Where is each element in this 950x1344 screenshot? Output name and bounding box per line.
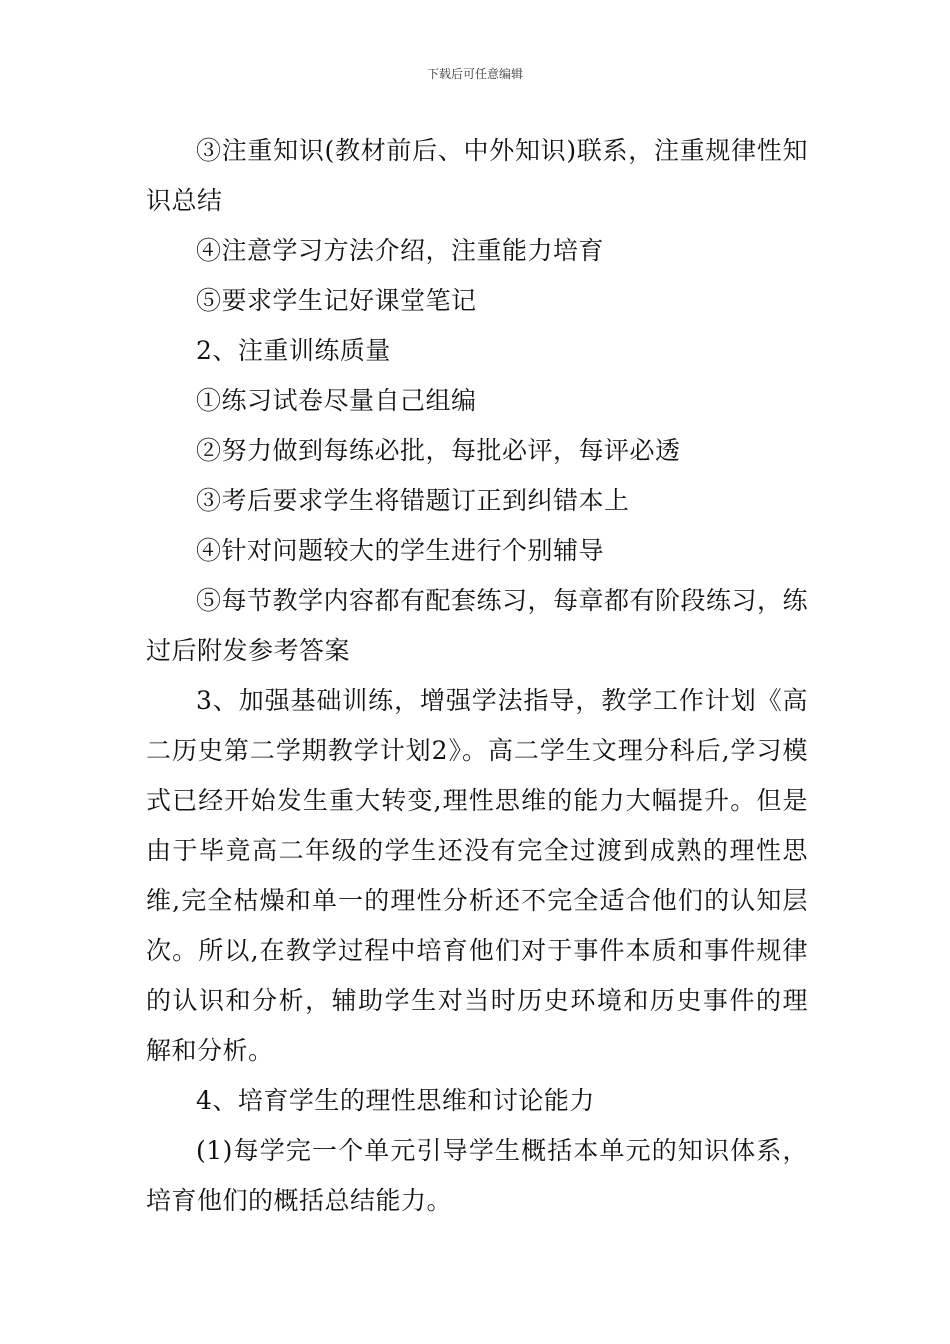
paragraph-class-notes: ⑤要求学生记好课堂笔记 xyxy=(196,286,477,315)
paragraph-grading: ②努力做到每练必批，每批必评，每评必透 xyxy=(196,436,681,465)
page-header: 下载后可任意编辑 xyxy=(426,67,523,81)
paragraph-error-correction: ③考后要求学生将错题订正到纠错本上 xyxy=(196,486,630,515)
paragraph-exercises: ⑤每节教学内容都有配套练习，每章都有阶段练习，练过后附发参考答案 xyxy=(146,586,809,665)
paragraph-unit-summary: (1)每学完一个单元引导学生概括本单元的知识体系，培育他们的概括总结能力。 xyxy=(146,1136,808,1215)
paragraph-learning-methods: ④注意学习方法介绍，注重能力培育 xyxy=(196,236,605,265)
section-heading-training-quality: 2、注重训练质量 xyxy=(196,336,391,365)
document-body xyxy=(146,126,808,1226)
paragraph-individual-tutoring: ④针对问题较大的学生进行个别辅导 xyxy=(196,536,605,565)
paragraph-basic-training: 3、加强基础训练，增强学法指导，教学工作计划《高二历史第二学期教学计划2》。高二学生文理分科后,学习模式已经开始发生重大转变,理性思维的能力大幅提升。但是由于毕竟高二年级的学生还没有完全过渡到成熟的理性思维,完全枯燥和单一的理性分析还不完全适合他们的认知层次。所以,在教学过程中培育他们对于事件本质和事件规律的认识和分析，辅助学生对当时历史环境和历史事件的理解和分析。 xyxy=(146,686,808,1065)
paragraph-knowledge-connection: ③注重知识(教材前后、中外知识)联系，注重规律性知识总结 xyxy=(146,136,808,215)
section-heading-rational-thinking: 4、培育学生的理性思维和讨论能力 xyxy=(196,1086,595,1115)
paragraph-test-papers: ①练习试卷尽量自己组编 xyxy=(196,386,477,415)
